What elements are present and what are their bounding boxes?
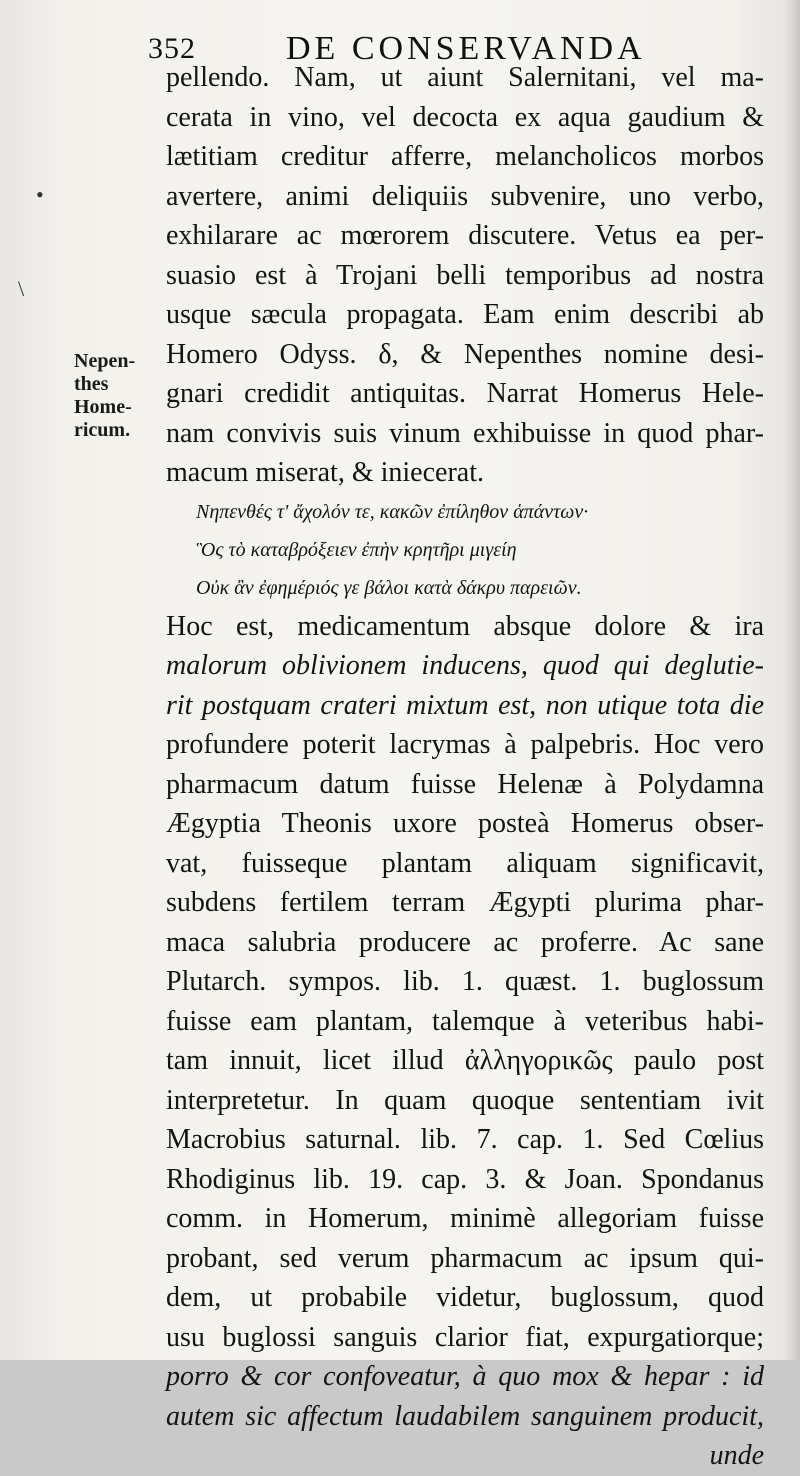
greek-verse-line: Νηπενθές τ' ἄχολόν τε, κακῶν ἐπίληθον ἁπάντων· xyxy=(196,500,589,523)
text-line: maca salubria producere ac proferre. Ac sane xyxy=(166,926,764,958)
text-line: exhilarare ac mœrorem discutere. Vetus ea per- xyxy=(166,220,764,251)
text-line: Rhodiginus lib. 19. cap. 3. & Joan. Spondanus xyxy=(166,1163,764,1195)
text-line: suasio est à Trojani belli temporibus ad nostra xyxy=(166,259,764,291)
margin-note-line: thes xyxy=(74,373,109,395)
margin-note xyxy=(74,350,164,442)
italic-text-line: autem sic affectum laudabilem sanguinem producit, xyxy=(166,1400,764,1432)
text-line: Plutarch. sympos. lib. 1. quæst. 1. buglossum xyxy=(166,966,764,997)
margin-dot-mark: • xyxy=(36,182,44,207)
italic-text-line: porro & cor confoveatur, à quo mox & hepar : id xyxy=(166,1361,764,1392)
catchword: unde xyxy=(709,1440,764,1471)
text-line: Macrobius saturnal. lib. 7. cap. 1. Sed Cœlius xyxy=(166,1124,764,1155)
text-line: usu buglossi sanguis clarior fiat, expurgatiorque; xyxy=(166,1321,764,1353)
page-number: 352 xyxy=(148,32,196,65)
text-line: interpretetur. In quam quoque sententiam ivit xyxy=(166,1084,764,1116)
text-line xyxy=(166,607,764,647)
margin-tick-mark: \ xyxy=(18,276,25,301)
text-line: subdens fertilem terram Ægypti plurima phar- xyxy=(166,887,764,918)
text-line: profundere poterit lacrymas à palpebris. Hoc vero xyxy=(166,729,764,760)
text-line: fuisse eam plantam, talemque à veteribus habi- xyxy=(166,1005,764,1037)
margin-note-line: Home- xyxy=(74,396,132,418)
text-line: dem, ut probabile videtur, buglossum, quod xyxy=(166,1282,764,1313)
text-line: pharmacum datum fuisse Helenæ à Polydamna xyxy=(166,768,764,800)
text-line: Homero Odyss. δ, & Nepenthes nomine desi- xyxy=(166,338,764,370)
text-line: vat, fuisseque plantam aliquam significavit, xyxy=(166,847,764,879)
greek-verse-line: Ὃς τὸ καταβρόξειεν ἐπὴν κρητῆρι μιγείη xyxy=(196,538,517,561)
text-line: macum miserat, & iniecerat. xyxy=(166,457,484,488)
text-line-content: Hoc est, medicamentum absque dolore & ira xyxy=(166,610,764,642)
text-line: pellendo. Nam, ut aiunt Salernitani, vel ma- xyxy=(166,62,764,93)
text-line: usque sæcula propagata. Eam enim describi ab xyxy=(166,299,764,330)
italic-text-line: malorum oblivionem inducens, quod qui deglutie- xyxy=(166,650,764,681)
text-line: avertere, animi deliquiis subvenire, uno verbo, xyxy=(166,180,764,212)
margin-note-line: ricum. xyxy=(74,419,131,441)
text-line: Ægyptia Theonis uxore posteà Homerus obser- xyxy=(166,808,764,839)
italic-text-line: rit postquam crateri mixtum est, non utique tota die xyxy=(166,689,764,721)
text-line: lætitiam creditur afferre, melancholicos morbos xyxy=(166,141,764,172)
body-text xyxy=(166,58,764,1476)
running-title: DE CONSERVANDA xyxy=(286,30,646,67)
greek-verse-line: Οὐκ ἂν ἐφημέριός γε βάλοι κατὰ δάκρυ παρειῶν. xyxy=(196,576,582,599)
text-line: nam convivis suis vinum exhibuisse in quod phar- xyxy=(166,417,764,449)
text-line: probant, sed verum pharmacum ac ipsum qui- xyxy=(166,1242,764,1274)
text-line: comm. in Homerum, minimè allegoriam fuisse xyxy=(166,1203,764,1234)
page-edge-shadow xyxy=(786,0,800,1360)
text-line: gnari credidit antiquitas. Narrat Homerus Hele- xyxy=(166,378,764,409)
text-line: cerata in vino, vel decocta ex aqua gaudium & xyxy=(166,101,764,133)
text-line: tam innuit, licet illud ἀλληγορικῶς paulo post xyxy=(166,1045,764,1076)
margin-note-line: Nepen- xyxy=(74,350,136,372)
